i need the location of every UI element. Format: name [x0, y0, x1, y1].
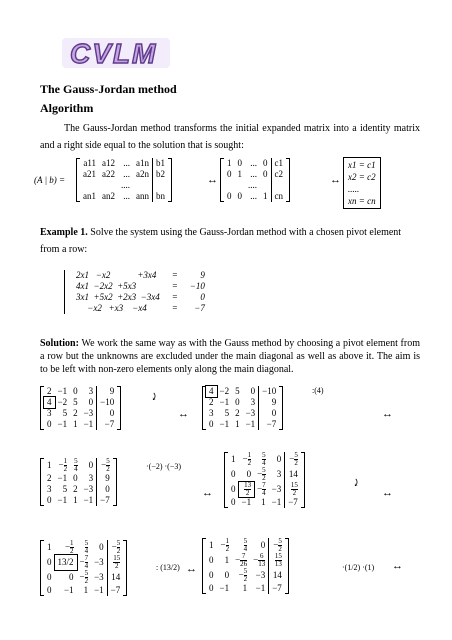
solution-text: We work the same way as with the Gauss method by choosing a pivot element from a row but the unknowns are excluded under the main diagonal as well as above it. The aim is to be left with non-zero elements only along the main diagonal.: [40, 338, 420, 375]
matrix-cell: 1: [237, 169, 242, 179]
matrix-cell: −2: [219, 386, 230, 396]
matrix-cell: 1: [235, 419, 240, 429]
general-matrix-A: [76, 158, 172, 207]
matrix-cell: −1: [245, 419, 256, 429]
equation-row: [70, 303, 211, 314]
equivalence-arrow-2: ↔: [330, 174, 341, 186]
intro-paragraph: The Gauss-Jordan method transforms the initial expanded matrix into a identity matrix and a right side equal to the solution that is sought:: [40, 123, 420, 151]
matrix-row: [224, 180, 286, 191]
step-arrow-3: ↔: [202, 487, 213, 499]
equation-lhs: 4x1 −2x2 +5x3: [76, 281, 137, 291]
equation-lhs: 2x1 −x2 +3x4: [76, 270, 157, 280]
matrix-cell: c2: [271, 169, 286, 180]
step-note-3: : (13/2): [156, 563, 180, 572]
matrix-row: [206, 419, 279, 430]
matrix-cell: [235, 180, 246, 191]
step-arrow-2: ↔: [382, 408, 393, 420]
matrix-cell: 5: [62, 408, 68, 418]
logo-text: CVLM: [70, 38, 158, 69]
solution-row: x1 = c1: [348, 160, 376, 170]
matrix-cell: an1: [83, 191, 96, 201]
matrix-cell: −3: [83, 408, 94, 418]
matrix-row: [80, 180, 168, 191]
matrix-cell: a21: [83, 169, 96, 179]
matrix-cell: 5: [73, 397, 78, 407]
matrix-cell: −3: [245, 408, 256, 418]
equation-row: [70, 292, 211, 303]
matrix-cell: −7: [97, 419, 118, 430]
augmented-label: (A | b) =: [34, 175, 66, 185]
matrix-cell: −10: [259, 386, 280, 397]
matrix-cell: ...: [250, 169, 257, 179]
equation-eq: =: [171, 292, 178, 302]
matrix-row: [44, 386, 117, 397]
equation-row: [70, 281, 211, 292]
matrix-cell: [133, 180, 153, 191]
matrix-cell: 2: [209, 397, 214, 407]
matrix-cell: [224, 180, 235, 191]
matrix-cell: b2: [153, 169, 169, 180]
matrix-cell: a2n: [136, 169, 149, 179]
matrix-row: [80, 169, 168, 180]
matrix-cell: 4: [206, 386, 217, 397]
equation-row: [70, 270, 211, 281]
matrix-cell: 3: [209, 408, 214, 418]
matrix-cell: −1: [219, 419, 230, 429]
step-matrix-1: [40, 386, 121, 435]
matrix-row: [206, 408, 279, 419]
matrix-cell: ann: [136, 191, 149, 201]
equation-rhs: 9: [200, 270, 205, 280]
matrix-cell: 3: [88, 386, 94, 396]
matrix-cell: 0: [263, 169, 268, 179]
matrix-cell: 9: [97, 386, 118, 397]
matrix-cell: 1: [263, 191, 268, 201]
matrix-row: [44, 419, 117, 430]
matrix-cell: [80, 180, 99, 191]
solution-row: .....: [348, 184, 360, 194]
matrix-cell: 0: [235, 397, 240, 407]
matrix-cell: [99, 180, 118, 191]
matrix-row: [80, 158, 168, 169]
matrix-cell: 5: [235, 386, 240, 396]
swap-arrow-2: ⤸: [352, 478, 361, 489]
step-arrow-1: ↔: [178, 408, 189, 420]
matrix-cell: ....: [121, 180, 130, 190]
matrix-cell: ...: [123, 158, 130, 168]
matrix-cell: a11: [83, 158, 96, 168]
example-paragraph: [40, 224, 420, 258]
matrix-cell: 9: [259, 397, 280, 408]
solution-row: x2 = c2: [348, 172, 376, 182]
solution-paragraph: [40, 337, 420, 376]
matrix-cell: ...: [250, 158, 257, 168]
matrix-cell: ...: [123, 191, 130, 201]
matrix-cell: 0: [263, 158, 268, 168]
matrix-cell: 3: [47, 408, 52, 418]
matrix-cell: b1: [153, 158, 169, 169]
matrix-row: [224, 158, 286, 169]
equation-eq: =: [171, 270, 178, 280]
matrix-cell: 0: [73, 386, 78, 396]
matrix-cell: −1: [83, 419, 94, 429]
equation-lhs: 3x1 +5x2 +2x3 −3x4: [76, 292, 160, 302]
matrix-row: [44, 397, 117, 408]
matrix-cell: ....: [248, 180, 257, 190]
matrix-cell: 0: [237, 158, 242, 168]
matrix-cell: a22: [102, 169, 115, 179]
step-note-2: ·(−2) ·(−3): [146, 462, 182, 471]
matrix-cell: an2: [102, 191, 115, 201]
matrix-cell: cn: [271, 191, 286, 202]
step-arrow-6: ↔: [392, 560, 403, 572]
matrix-row: [44, 408, 117, 419]
equation-rhs: −10: [189, 281, 205, 291]
equivalence-arrow: ↔: [207, 174, 218, 186]
equation-eq: =: [171, 303, 178, 313]
cvlm-logo: [62, 36, 170, 70]
equation-rhs: −7: [194, 303, 205, 313]
matrix-cell: 0: [88, 397, 94, 407]
matrix-cell: 0: [227, 169, 232, 179]
step-note-4: ·(1/2) ·(1): [342, 563, 375, 572]
step-note-1: :(4): [312, 386, 324, 395]
matrix-cell: a12: [102, 158, 115, 168]
matrix-cell: 0: [250, 386, 256, 396]
matrix-cell: a1n: [136, 158, 149, 168]
matrix-cell: [260, 180, 271, 191]
matrix-row: [224, 169, 286, 180]
solution-box: [343, 157, 381, 209]
matrix-cell: −10: [97, 397, 118, 408]
step-matrix-2: [202, 386, 283, 435]
general-matrices-row: [34, 155, 430, 210]
matrix-cell: 0: [47, 419, 52, 429]
matrix-cell: −7: [259, 419, 280, 430]
matrix-cell: c1: [271, 158, 286, 169]
matrix-row: [206, 386, 279, 397]
solution-row: xn = cn: [348, 196, 376, 206]
equation-rhs: 0: [200, 292, 205, 302]
matrix-cell: 0: [227, 191, 232, 201]
matrix-cell: ...: [250, 191, 257, 201]
matrix-cell: 0: [97, 408, 118, 419]
solution-label: Solution:: [40, 338, 79, 349]
matrix-cell: 0: [259, 408, 280, 419]
example-label: Example 1.: [40, 227, 88, 238]
general-matrix-I: [220, 158, 290, 207]
matrix-cell: −1: [57, 419, 68, 429]
matrix-row: [206, 397, 279, 408]
matrix-cell: 3: [250, 397, 256, 407]
matrix-cell: bn: [153, 191, 169, 202]
equation-lhs: −x2 +x3 −x4: [76, 303, 147, 313]
swap-arrow: ⤸: [150, 392, 159, 403]
matrix-cell: −1: [219, 397, 230, 407]
step-matrix-4: 1 − $\frac{1}{2}$ $\frac{5}{4}$ 0 − $\frac{5}{2}$ 0 0 − $\frac{5}{2}$ 3 14 0 $\frac{13}{2}$ − $\frac{7}{4}$ −3 $\frac{15}{2}$ 0 −1 1 −1 −7: [224, 452, 305, 513]
step-matrix-6: 1 − $\frac{1}{2}$ $\frac{5}{4}$ 0 − $\frac{5}{2}$ 0 1 − $\frac{7}{26}$ − $\frac{6}{13}$ $\frac{15}{13}$ 0 0 − $\frac{5}{2}$ −3 14 0 −1 1 −1 −7: [202, 538, 289, 599]
equation-system: [64, 270, 211, 314]
matrix-cell: [271, 180, 286, 191]
matrix-cell: 2: [47, 386, 52, 396]
matrix-cell: 0: [209, 419, 214, 429]
matrix-cell: 5: [224, 408, 230, 418]
equation-eq: =: [171, 281, 178, 291]
step-arrow-4: ↔: [382, 487, 393, 499]
matrix-cell: [153, 180, 169, 191]
matrix-cell: −1: [57, 386, 68, 396]
page-title: The Gauss-Jordan method: [40, 82, 177, 96]
matrix-cell: 2: [73, 408, 78, 418]
step-matrix-5: 1 − $\frac{1}{2}$ $\frac{5}{4}$ 0 − $\frac{5}{2}$ 0 13/2 − $\frac{7}{4}$ −3 $\frac{15}{2}$ 0 0 − $\frac{5}{2}$ −3 14 0 −1 1 −1 −7: [40, 540, 127, 601]
matrix-cell: −2: [57, 397, 68, 407]
matrix-cell: 2: [235, 408, 240, 418]
algorithm-heading: Algorithm: [40, 101, 94, 115]
matrix-cell: ...: [123, 169, 130, 179]
matrix-row: [80, 191, 168, 202]
example-text: Solve the system using the Gauss-Jordan method with a chosen pivot element from a row:: [40, 227, 402, 255]
matrix-cell: 1: [73, 419, 78, 429]
matrix-cell: 4: [44, 397, 55, 408]
matrix-row: [224, 191, 286, 202]
matrix-cell: 0: [237, 191, 242, 201]
step-matrix-3: 1 − $\frac{1}{2}$ $\frac{5}{4}$ 0 − $\frac{5}{2}$ 2 −1 0 3 9 3 5 2 −3 0 0 −1 1 −1 −7: [40, 458, 117, 511]
step-arrow-5: ↔: [186, 563, 197, 575]
matrix-cell: 1: [227, 158, 232, 168]
